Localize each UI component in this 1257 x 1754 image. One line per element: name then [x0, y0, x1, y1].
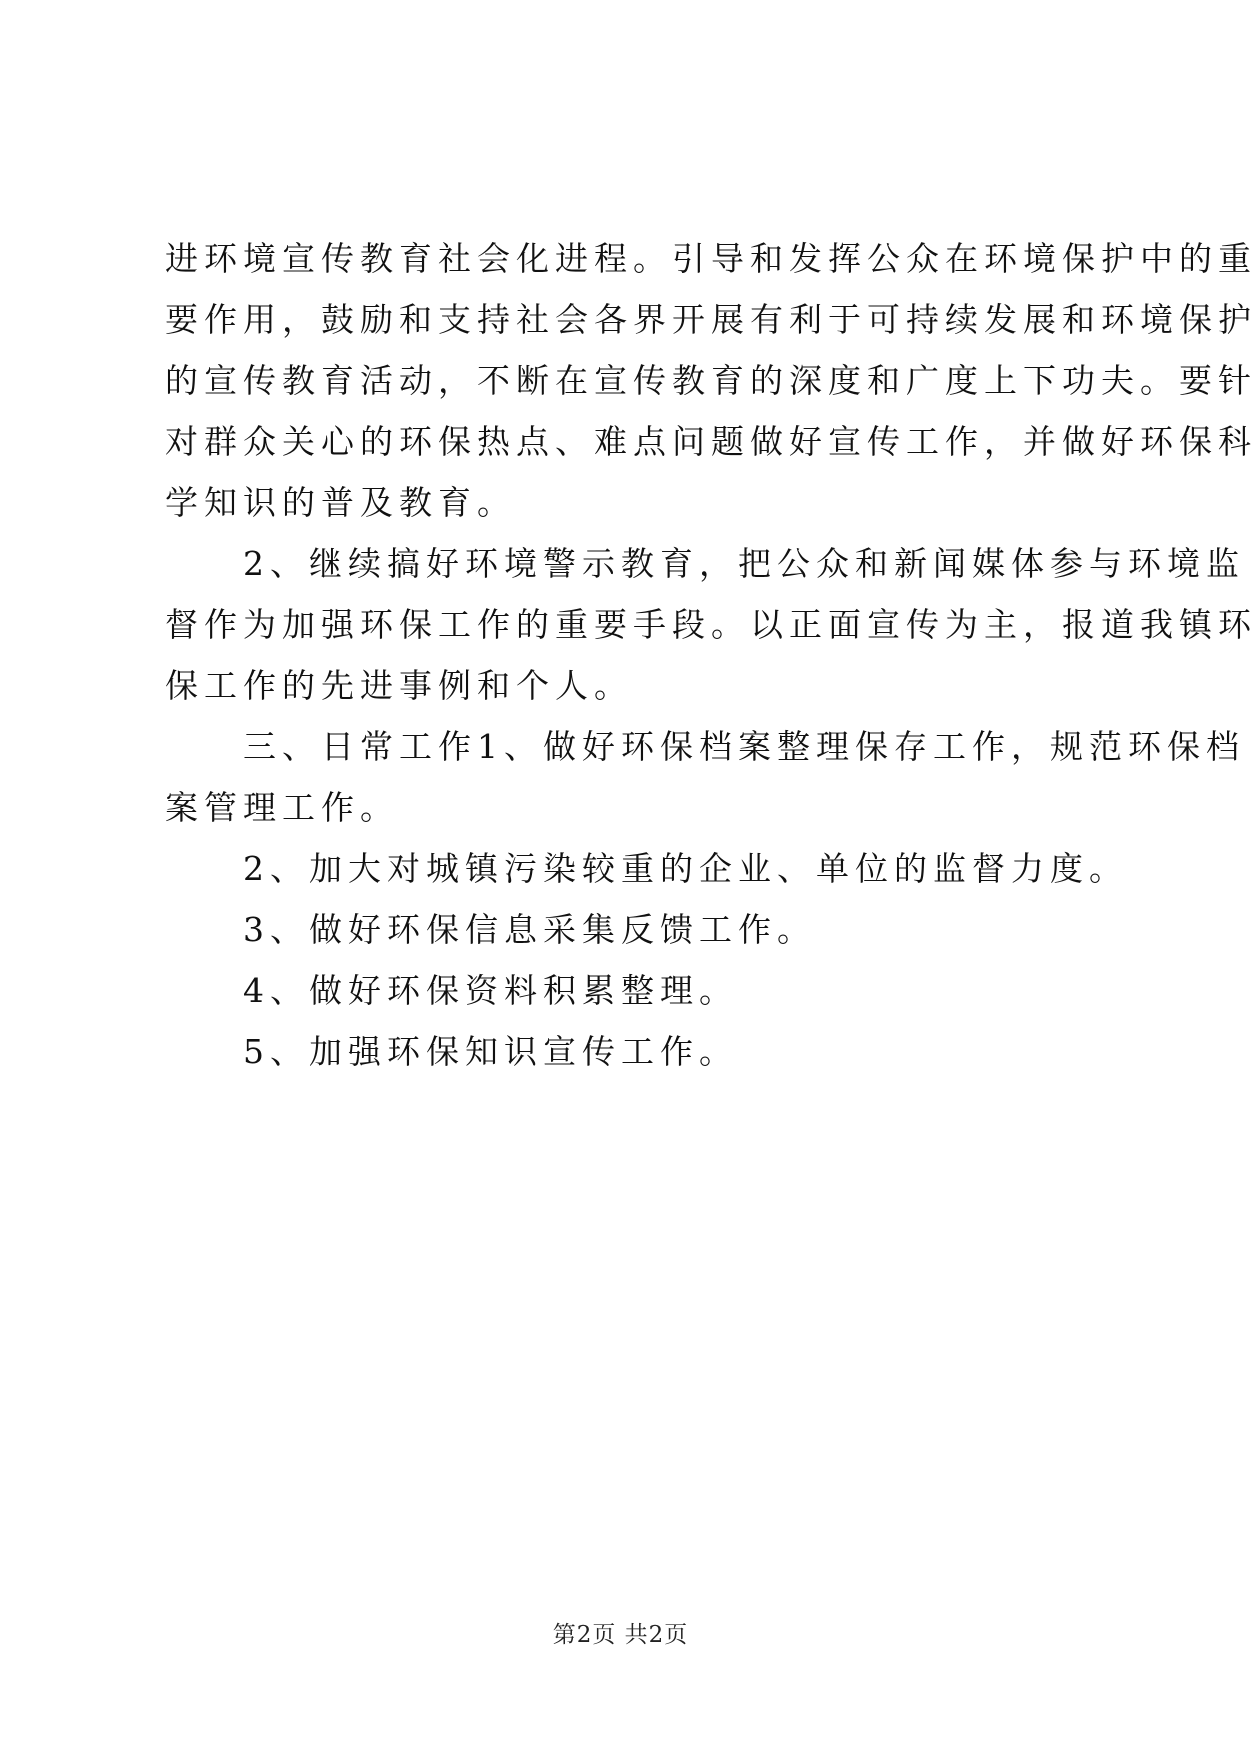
text-line: 的宣传教育活动，不断在宣传教育的深度和广度上下功夫。要针: [165, 361, 1257, 400]
text-line: 督作为加强环保工作的重要手段。以正面宣传为主，报道我镇环: [165, 605, 1257, 644]
text-line: 进环境宣传教育社会化进程。引导和发挥公众在环境保护中的重: [165, 239, 1257, 278]
text-line: 保工作的先进事例和个人。: [165, 666, 633, 705]
text-line: 三、日常工作1、做好环保档案整理保存工作，规范环保档: [165, 727, 1245, 766]
text-line: 学知识的普及教育。: [165, 483, 516, 522]
text-line: 对群众关心的环保热点、难点问题做好宣传工作，并做好环保科: [165, 422, 1257, 461]
text-line: 2、继续搞好环境警示教育，把公众和新闻媒体参与环境监: [165, 544, 1245, 583]
text-line: 4、做好环保资料积累整理。: [165, 971, 738, 1010]
text-line: 2、加大对城镇污染较重的企业、单位的监督力度。: [165, 849, 1128, 888]
document-body: [165, 228, 1257, 1082]
text-line: 要作用，鼓励和支持社会各界开展有利于可持续发展和环境保护: [165, 300, 1257, 339]
text-line: 案管理工作。: [165, 788, 399, 827]
page-number-footer: 第2页 共2页: [552, 1622, 689, 1648]
text-line: 5、加强环保知识宣传工作。: [165, 1032, 738, 1071]
text-line: 3、做好环保信息采集反馈工作。: [165, 910, 816, 949]
